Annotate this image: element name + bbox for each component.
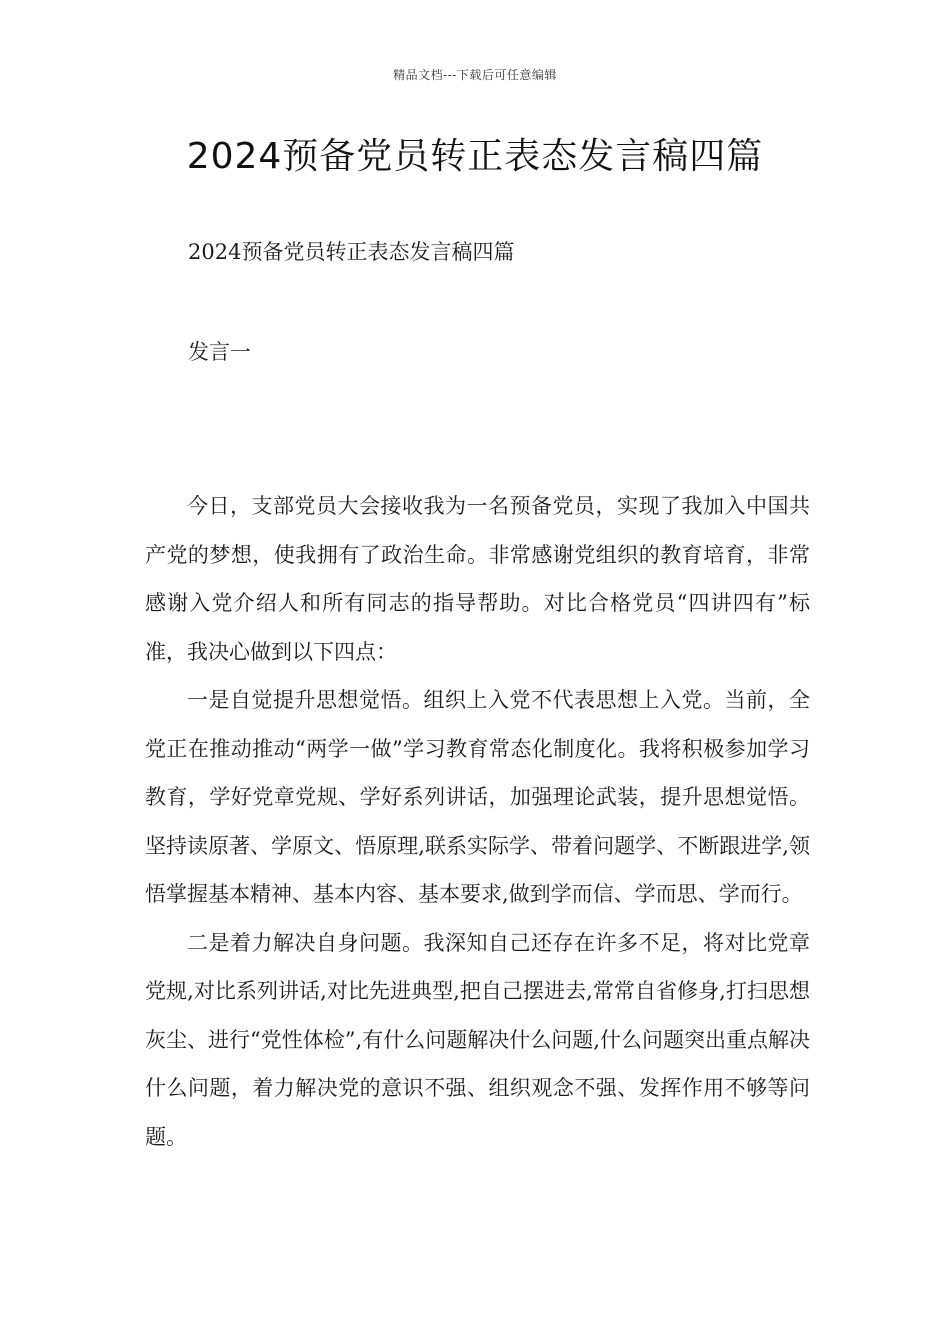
paragraph-point-one: 一是自觉提升思想觉悟。组织上入党不代表思想上入党。当前，全党正在推动推动“两学一做”学习教育常态化制度化。我将积极参加学习教育，学好党章党规、学好系列讲话，加强理论武装，提升思想觉悟。坚持读原著、学原文、悟原理,联系实际学、带着问题学、不断跟进学,领悟掌握基本精神、基本内容、基本要求,做到学而信、学而思、学而行。 [145, 688, 810, 906]
paragraph-intro: 今日，支部党员大会接收我为一名预备党员，实现了我加入中国共产党的梦想，使我拥有了政治生命。非常感谢党组织的教育培育，非常感谢入党介绍人和所有同志的指导帮助。对比合格党员“四讲四有”标准，我决心做到以下四点： [145, 494, 810, 664]
page-title: 2024预备党员转正表态发言稿四篇 [186, 136, 764, 177]
section-heading: 发言一 [188, 340, 251, 364]
body-text [145, 482, 810, 1161]
document-subtitle: 2024预备党员转正表态发言稿四篇 [188, 240, 515, 264]
header-note: 精品文档---下载后可任意编辑 [393, 68, 557, 82]
paragraph-point-two: 二是着力解决自身问题。我深知自己还存在许多不足，将对比党章党规,对比系列讲话,对比先进典型,把自己摆进去,常常自省修身,打扫思想灰尘、进行“党性体检”,有什么问题解决什么问题,什么问题突出重点解决什么问题，着力解决党的意识不强、组织观念不强、发挥作用不够等问题。 [145, 930, 810, 1149]
